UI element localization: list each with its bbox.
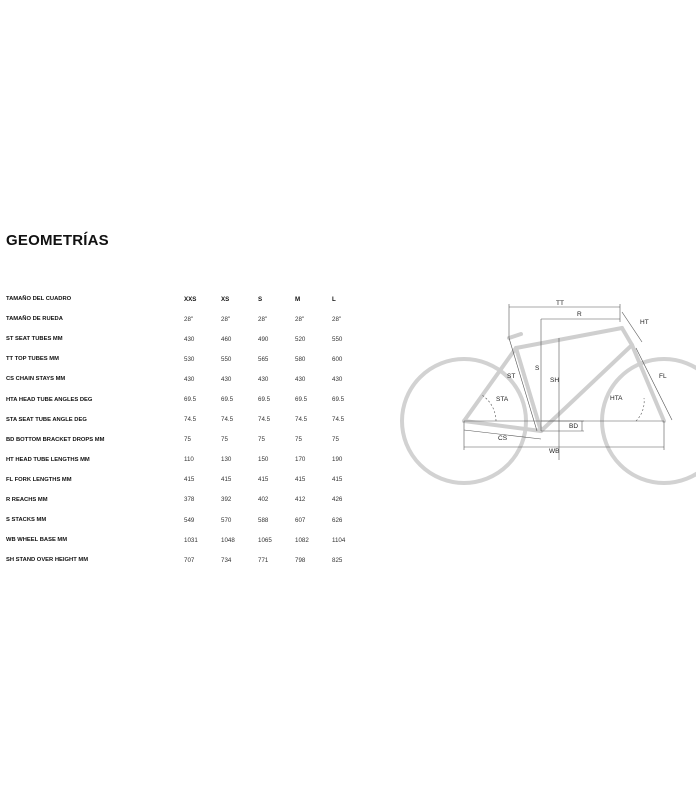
row-value: 707 <box>184 556 195 564</box>
geometry-table <box>6 289 356 570</box>
row-value: 415 <box>295 476 306 484</box>
table-row <box>6 490 356 510</box>
row-value: 426 <box>332 496 343 504</box>
row-value: 74.5 <box>258 416 271 424</box>
table-row <box>6 389 356 409</box>
row-value: 150 <box>258 456 269 464</box>
row-value: 69.5 <box>221 396 234 404</box>
row-value: 626 <box>332 516 343 524</box>
row-value: 430 <box>332 375 343 383</box>
diagram-label-cs: CS <box>498 435 508 442</box>
row-value: 75 <box>221 436 228 444</box>
diagram-label-fl: FL <box>659 373 667 380</box>
row-value: 530 <box>184 355 195 363</box>
diagram-label-ht: HT <box>640 319 649 326</box>
row-value: 170 <box>295 456 306 464</box>
diagram-label-s: S <box>535 365 540 372</box>
row-value: 75 <box>332 436 339 444</box>
row-value: 28" <box>221 315 231 323</box>
row-value: 110 <box>184 456 194 464</box>
row-value: 412 <box>295 496 306 504</box>
row-value: 415 <box>258 476 269 484</box>
table-row <box>6 430 356 450</box>
row-value: 550 <box>332 335 343 343</box>
row-value: 1082 <box>295 536 309 544</box>
row-value: 460 <box>221 335 232 343</box>
bike-geometry-diagram <box>396 290 696 490</box>
row-label: TAMAÑO DE RUEDA <box>6 316 63 323</box>
size-header-l: L <box>332 295 336 303</box>
size-header-xs: XS <box>221 295 230 303</box>
row-value: 28" <box>295 315 305 323</box>
diagram-label-sta: STA <box>496 396 509 403</box>
row-value: 825 <box>332 556 343 564</box>
row-label: STA SEAT TUBE ANGLE DEG <box>6 416 87 423</box>
row-value: 69.5 <box>184 396 197 404</box>
row-label: R REACHS MM <box>6 496 48 503</box>
row-label: FL FORK LENGTHS MM <box>6 476 72 483</box>
row-value: 190 <box>332 456 343 464</box>
table-row <box>6 309 356 329</box>
row-value: 580 <box>295 355 306 363</box>
row-value: 75 <box>295 436 302 444</box>
row-value: 75 <box>184 436 191 444</box>
diagram-label-hta: HTA <box>610 395 623 402</box>
table-header-row <box>6 289 356 309</box>
row-value: 607 <box>295 516 306 524</box>
row-value: 588 <box>258 516 269 524</box>
size-header-xxs: XXS <box>184 295 197 303</box>
row-value: 600 <box>332 355 343 363</box>
size-header-m: M <box>295 295 301 303</box>
row-label: HTA HEAD TUBE ANGLES DEG <box>6 396 93 403</box>
row-value: 570 <box>221 516 232 524</box>
row-label: TT TOP TUBES MM <box>6 356 59 363</box>
bike-frame <box>464 328 664 431</box>
table-row <box>6 349 356 369</box>
table-body <box>6 309 356 570</box>
row-value: 28" <box>258 315 268 323</box>
row-label: S STACKS MM <box>6 517 47 524</box>
row-value: 520 <box>295 335 306 343</box>
row-value: 490 <box>258 335 269 343</box>
row-value: 130 <box>221 456 232 464</box>
row-value: 74.5 <box>184 416 197 424</box>
table-row <box>6 369 356 389</box>
row-label: WB WHEEL BASE MM <box>6 537 68 544</box>
row-value: 565 <box>258 355 269 363</box>
dimension-lines <box>464 304 672 460</box>
row-value: 550 <box>221 355 232 363</box>
row-value: 402 <box>258 496 269 504</box>
row-value: 74.5 <box>332 416 345 424</box>
row-value: 28" <box>332 315 342 323</box>
row-label: HT HEAD TUBE LENGTHS MM <box>6 456 90 463</box>
diagram-label-sh: SH <box>550 377 560 384</box>
table-row <box>6 470 356 490</box>
row-value: 75 <box>258 436 265 444</box>
row-label: SH STAND OVER HEIGHT MM <box>6 557 89 564</box>
row-value: 415 <box>184 476 195 484</box>
row-value: 771 <box>258 556 269 564</box>
row-value: 415 <box>221 476 232 484</box>
table-row <box>6 410 356 430</box>
diagram-label-bd: BD <box>569 423 579 430</box>
diagram-label-st: ST <box>507 373 516 380</box>
row-value: 74.5 <box>295 416 308 424</box>
row-value: 1104 <box>332 536 346 544</box>
table-row <box>6 329 356 349</box>
row-value: 430 <box>258 375 269 383</box>
row-label: CS CHAIN STAYS MM <box>6 376 66 383</box>
table-row <box>6 510 356 530</box>
row-value: 798 <box>295 556 306 564</box>
table-row <box>6 550 356 570</box>
row-value: 430 <box>295 375 306 383</box>
row-value: 74.5 <box>221 416 234 424</box>
row-value: 430 <box>184 335 195 343</box>
row-value: 734 <box>221 556 232 564</box>
row-value: 69.5 <box>295 396 308 404</box>
row-value: 430 <box>184 375 195 383</box>
table-row <box>6 450 356 470</box>
row-value: 430 <box>221 375 232 383</box>
row-value: 28" <box>184 315 194 323</box>
row-value: 1065 <box>258 536 272 544</box>
row-value: 69.5 <box>258 396 271 404</box>
row-value: 1031 <box>184 536 198 544</box>
row-value: 1048 <box>221 536 235 544</box>
row-value: 392 <box>221 496 232 504</box>
diagram-label-tt: TT <box>556 300 564 307</box>
row-label: ST SEAT TUBES MM <box>6 336 63 343</box>
header-label: TAMAÑO DEL CUADRO <box>6 296 72 303</box>
row-value: 69.5 <box>332 396 345 404</box>
size-header-s: S <box>258 295 263 303</box>
page-title: GEOMETRÍAS <box>6 232 109 249</box>
row-label: BD BOTTOM BRACKET DROPS MM <box>6 436 105 443</box>
row-value: 549 <box>184 516 195 524</box>
row-value: 415 <box>332 476 343 484</box>
diagram-label-r: R <box>577 311 582 318</box>
diagram-label-wb: WB <box>549 448 560 455</box>
row-value: 378 <box>184 496 195 504</box>
table-row <box>6 530 356 550</box>
